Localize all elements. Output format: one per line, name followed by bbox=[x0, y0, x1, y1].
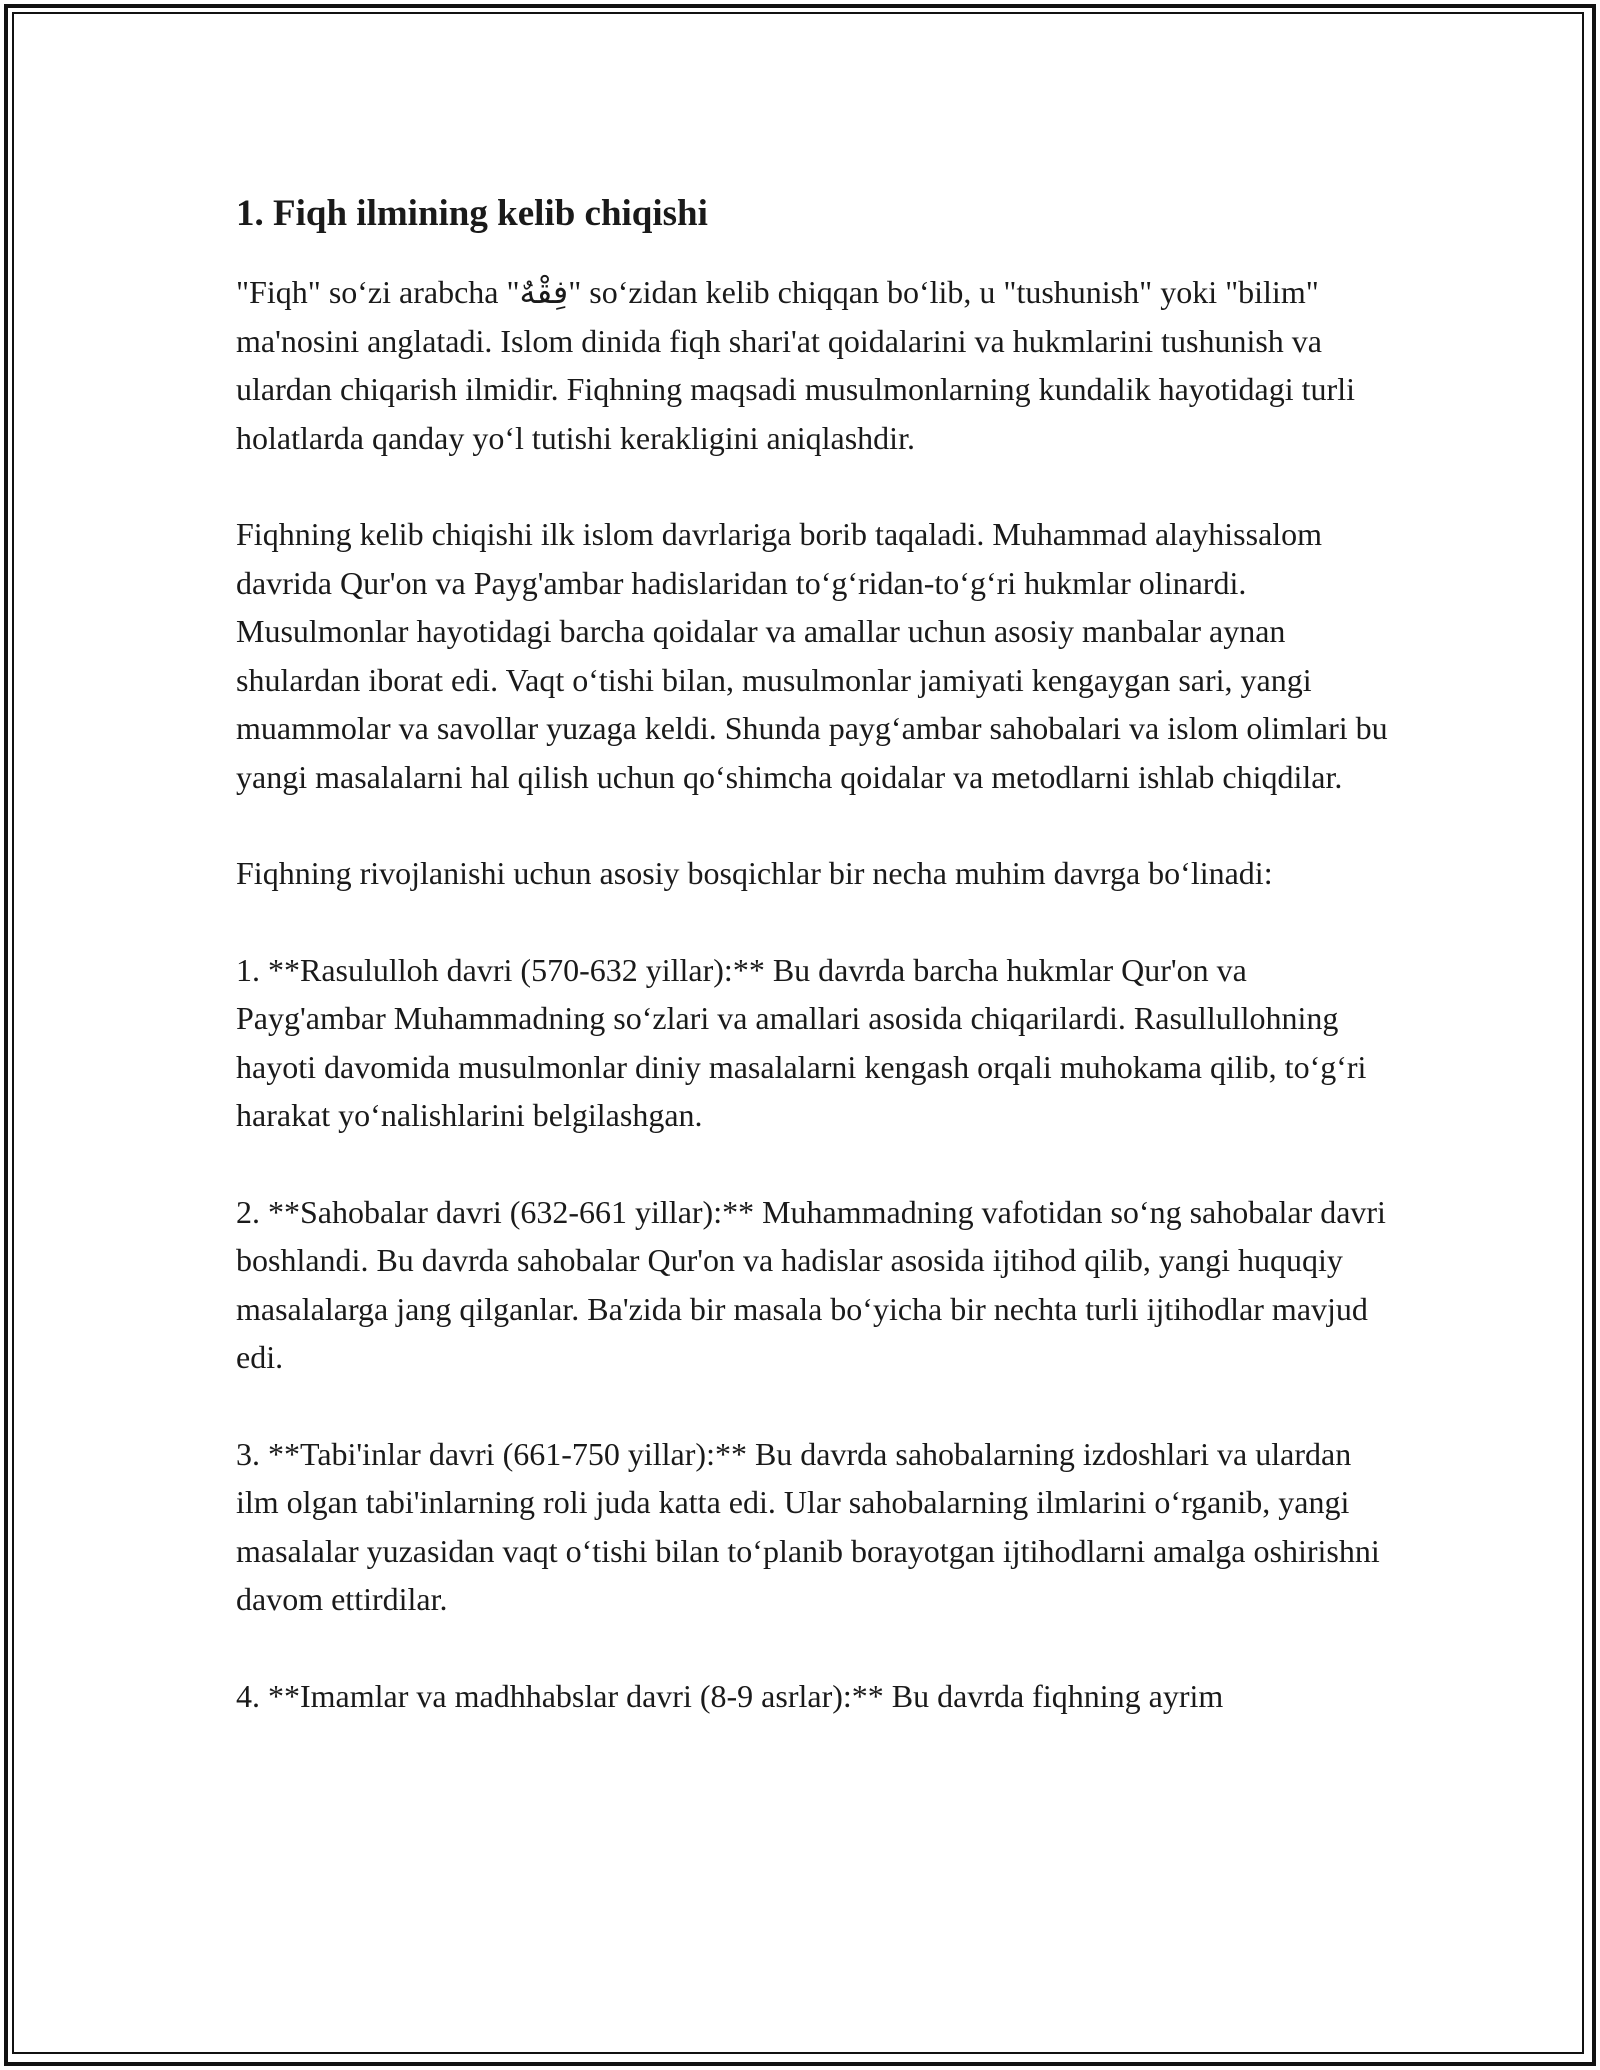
paragraph-definition: "Fiqh" so‘zi arabcha "فِقْهٌ" so‘zidan kelib chiqqan bo‘lib, u "tushunish" yoki "bilim" ma'nosini anglatadi. Islom dinida fiqh shari'at qoidalarini va hukmlarini tushunish va ulardan chiqarish ilmidir. Fiqhning maqsadi musulmonlarning kundalik hayotidagi turli holatlarda qanday yo‘l tutishi kerakligini aniqlashdir. bbox=[236, 274, 1355, 456]
document-page bbox=[236, 190, 1396, 1768]
paragraph-stage-3: 3. **Tabi'inlar davri (661-750 yillar):** Bu davrda sahobalarning izdoshlari va ulardan ilm olgan tabi'inlarning roli juda katta edi. Ular sahobalarning ilmlarini o‘rganib, yangi masalalar yuzasidan vaqt o‘tishi bilan to‘planib borayotgan ijtihodlarni amalga oshirishni davom ettirdilar. bbox=[236, 1435, 1380, 1617]
section-heading: 1. Fiqh ilmining kelib chiqishi bbox=[236, 193, 708, 234]
paragraph-stage-2: 2. **Sahobalar davri (632-661 yillar):** Muhammadning vafotidan so‘ng sahobalar davri boshlandi. Bu davrda sahobalar Qur'on va hadislar asosida ijtihod qilib, yangi huquqiy masalalarga jang qilganlar. Ba'zida bir masala bo‘yicha bir nechta turli ijtihodlar mavjud edi. bbox=[236, 1193, 1386, 1375]
paragraph-origin: Fiqhning kelib chiqishi ilk islom davrlariga borib taqaladi. Muhammad alayhissalom davrida Qur'on va Payg'ambar hadislaridan to‘g‘ridan-to‘g‘ri hukmlar olinardi. Musulmonlar hayotidagi barcha qoidalar va amallar uchun asosiy manbalar aynan shulardan iborat edi. Vaqt o‘tishi bilan, musulmonlar jamiyati kengaygan sari, yangi muammolar va savollar yuzaga keldi. Shunda payg‘ambar sahobalari va islom olimlari bu yangi masalalarni hal qilish uchun qo‘shimcha qoidalar va metodlarni ishlab chiqdilar. bbox=[236, 516, 1388, 795]
paragraph-stage-4: 4. **Imamlar va madhhabslar davri (8-9 asrlar):** Bu davrda fiqhning ayrim bbox=[236, 1677, 1224, 1714]
paragraph-stage-1: 1. **Rasululloh davri (570-632 yillar):** Bu davrda barcha hukmlar Qur'on va Payg'ambar Muhammadning so‘zlari va amallari asosida chiqarilardi. Rasullullohning hayoti davomida musulmonlar diniy masalalarni kengash orqali muhokama qilib, to‘g‘ri harakat yo‘nalishlarini belgilashgan. bbox=[236, 951, 1367, 1133]
paragraph-stages-intro: Fiqhning rivojlanishi uchun asosiy bosqichlar bir necha muhim davrga bo‘linadi: bbox=[236, 855, 1273, 891]
